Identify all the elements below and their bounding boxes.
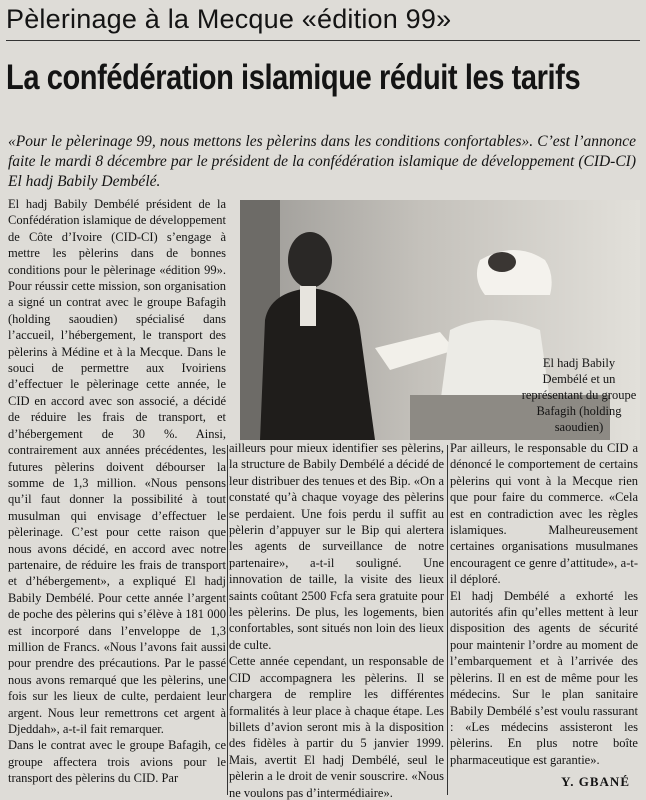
column-rule-2 xyxy=(447,445,448,795)
column-3-paragraph-2: El hadj Dembélé a exhorté les autorités afin qu’elles mettent à leur disposition des agents de sécurité pour maintenir l’ordre au moment de l’embarquement et à l’arrivée des pèlerins. Il en est de même pour les médecins. Sur le plan sanitaire Babily Dembélé s’est voulu rassurant : «Les médecins assisteront les pèlerins. En plus notre boîte pharmaceutique est garantie». xyxy=(450,588,638,767)
column-2-paragraph-2: Cette année cependant, un responsable de CID accompagnera les pèlerins. Il se chargera de remplire les différentes formalités à leur place à chaque étape. Les billets d’avion seront mis à la disposition des fidèles à partir du 5 janvier 1999. Mais, avertit El hadj Dembélé, seul le pèlerin a le droit de venir souscrire. «Nous ne voulons pas d’intermédiaire». xyxy=(229,654,444,800)
column-3-paragraph-1: Par ailleurs, le responsable du CID a dénoncé le comportement de certains pèlerins qui vont à la Mecque rien que pour faire du commerce. «Cela est en contradiction avec les règles islamiques. Malheureusement certaines organisations musulmanes encouragent ce genre d’attitude», a-t-il déploré. xyxy=(450,441,638,587)
column-1-paragraph-2: Dans le contrat avec le groupe Bafagih, ce groupe affectera trois avions pour le transport des pèlerins du CID. Par xyxy=(8,738,226,786)
article-kicker: Pèlerinage à la Mecque «édition 99» xyxy=(6,4,452,34)
article-headline: La confédération islamique réduit les tarifs xyxy=(6,58,581,97)
article-column-3 xyxy=(450,440,638,770)
kicker-rule xyxy=(6,40,640,41)
column-rule-1 xyxy=(227,445,228,795)
article-lead: «Pour le pèlerinage 99, nous mettons les pèlerins dans les conditions confortables». C’est l’annonce faite le mardi 8 décembre par le président de la confédération islamique de développement (CID-CI) El hadj Babily Dembélé. xyxy=(8,133,636,190)
column-3-paragraph-3 xyxy=(450,768,638,770)
article-column-2 xyxy=(229,440,444,800)
column-2-paragraph-1: ailleurs pour mieux identifier ses pèlerins, la structure de Babily Dembélé a décidé de leur distribuer des tenues et des Bip. «On a constaté qu’à chaque voyage des pèlerins se perdaient. Une fois perdu il suffit au pèlerin d’appuyer sur le Bip qui alertera les agents de surveillance de notre partenaire», a-t-il souligné. Une innovation de taille, la visite des lieux saints coûtant 2500 Fcfa sera gratuite pour les pèlerins. De plus, les logements, bien confortables, sont situés non loin des lieux de culte. xyxy=(229,441,444,652)
article-column-1 xyxy=(8,196,226,800)
photo-caption: El hadj Babily Dembélé et un représentant du groupe Bafagih (holding saoudien) xyxy=(521,356,637,434)
author-signature: Y. GBANÉ xyxy=(561,774,630,789)
column-1-paragraph-1: El hadj Babily Dembélé président de la Confédération islamique de développement de Côte d’Ivoire (CID-CI) s’engage à mettre les pèlerins dans de bonnes conditions pour le pèlerinage «édition 99». Pour réussir cette mission, son organisation a signé un contrat avec le groupe Bafagih (holding saoudien) spécialisé dans l’accueil, l’hébergement, le transport des pèlerins à Médine et à la Mecque. Dans le souci de permettre aux Ivoiriens d’effectuer le pèlerinage cette année, le CID en accord avec son associé, a décidé de réduire les frais de transport, et d’hébergement de 30 %. Ainsi, contrairement aux années précédentes, les futures pèlerins doivent débourser la somme de 1,3 million. «Nous pensons qu’il faut donner la possibilité à tout musulman qui envisage d’effectuer le pèlerinage. C’est pour cette raison que nous avons décidé, en accord avec notre partenaire, de réduire les frais de transport et d’hébergement», a expliqué El hadj Babily Dembélé. Pour cette année l’argent de poche des pèlerins qui s’élève à 181 000 est incorporé dans l’enveloppe de 1,3 million de Francs. «Nous l’avons fait aussi pour prendre des précautions. Par le passé nous avons remarqué que les pèlerins, une fois sur les lieux de culte, perdaient leur argent. Nous leur remettrons cet argent à Djeddah», a-t-il fait remarquer. xyxy=(8,197,226,736)
